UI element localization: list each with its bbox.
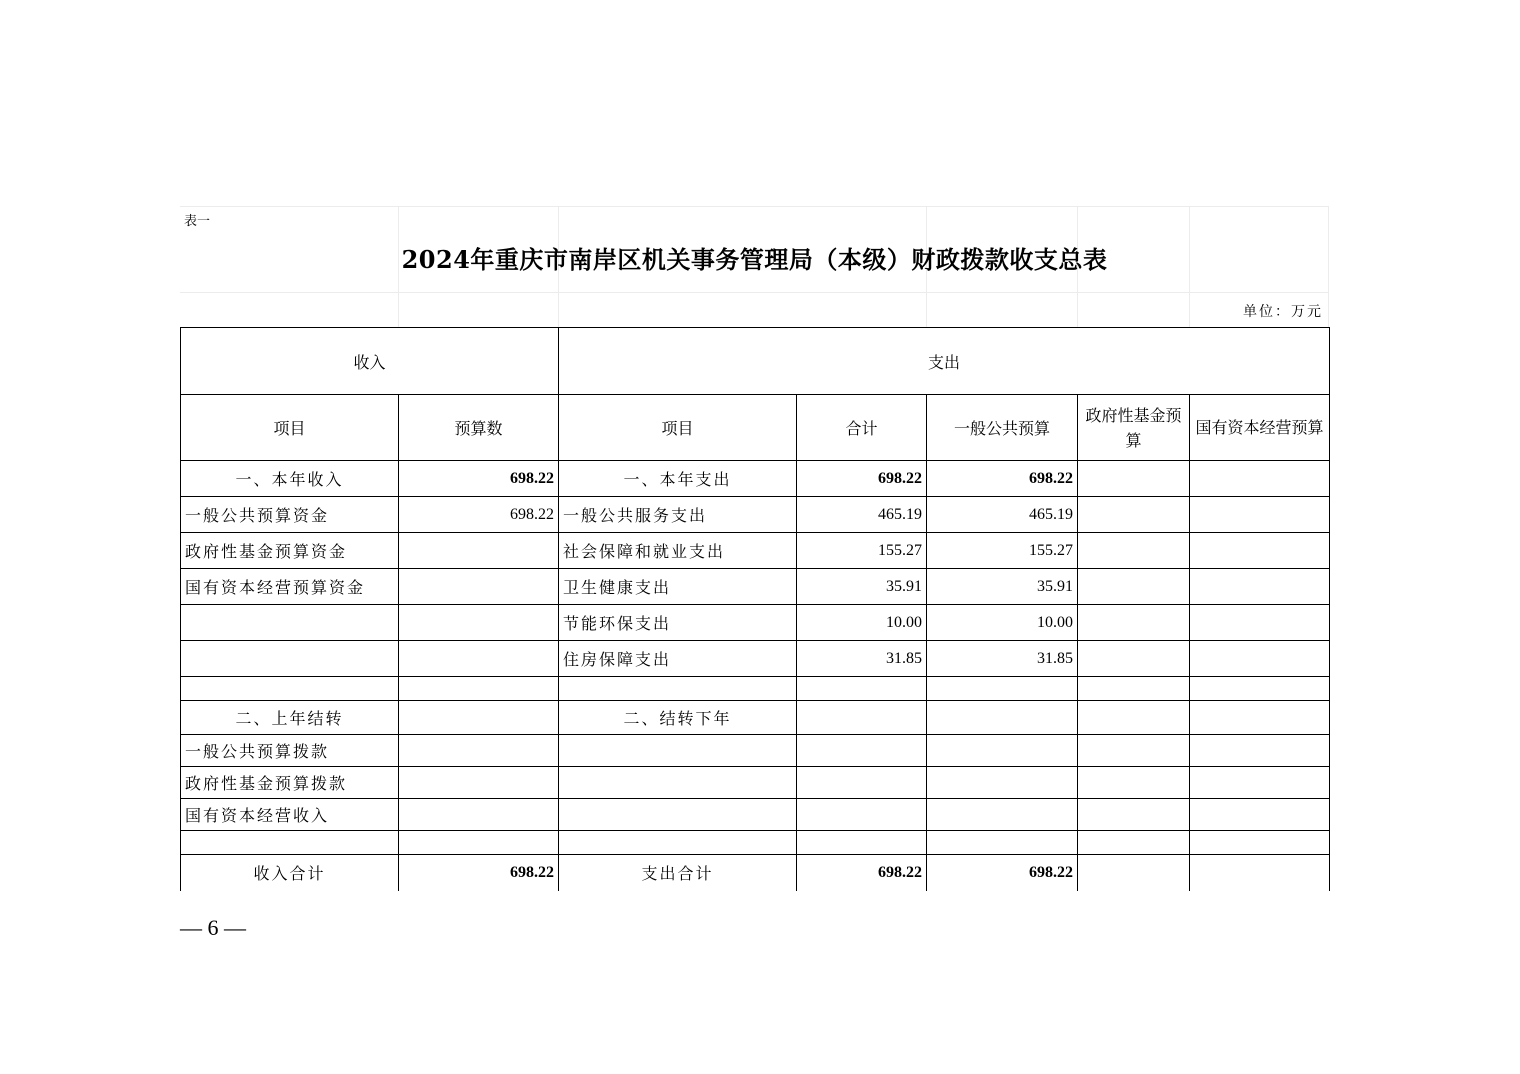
table-row xyxy=(181,641,1330,677)
income-value-cell xyxy=(399,569,559,605)
state-capital-cell xyxy=(1190,677,1330,701)
income-total-value: 698.22 xyxy=(399,855,559,891)
general-cell xyxy=(927,735,1078,767)
state-capital-cell xyxy=(1190,641,1330,677)
income-value-cell xyxy=(399,735,559,767)
income-item-cell xyxy=(181,831,399,855)
general-cell xyxy=(927,831,1078,855)
income-header: 收入 xyxy=(181,328,559,395)
income-value-cell xyxy=(399,533,559,569)
expense-header: 支出 xyxy=(559,328,1330,395)
total-cell xyxy=(797,767,927,799)
state-capital-cell xyxy=(1190,461,1330,497)
faint-gridline xyxy=(180,292,1329,293)
table-label: 表一 xyxy=(184,214,211,229)
income-item-cell xyxy=(181,605,399,641)
total-cell: 10.00 xyxy=(797,605,927,641)
general-cell: 698.22 xyxy=(927,855,1078,891)
gov-fund-cell xyxy=(1078,831,1190,855)
general-cell: 35.91 xyxy=(927,569,1078,605)
gov-fund-cell xyxy=(1078,735,1190,767)
income-value-cell xyxy=(399,677,559,701)
header-row-sub xyxy=(181,395,1330,461)
total-cell: 31.85 xyxy=(797,641,927,677)
budget-table xyxy=(180,327,1330,891)
state-capital-cell xyxy=(1190,497,1330,533)
gov-fund-cell xyxy=(1078,641,1190,677)
budget-sheet xyxy=(180,206,1329,891)
gov-fund-cell xyxy=(1078,497,1190,533)
total-cell: 35.91 xyxy=(797,569,927,605)
total-cell: 155.27 xyxy=(797,533,927,569)
income-item-cell: 政府性基金预算拨款 xyxy=(181,767,399,799)
income-value-cell xyxy=(399,831,559,855)
income-item-cell: 一般公共预算拨款 xyxy=(181,735,399,767)
gov-fund-cell xyxy=(1078,461,1190,497)
general-cell: 698.22 xyxy=(927,461,1078,497)
income-item-cell: 一般公共预算资金 xyxy=(181,497,399,533)
income-value-cell xyxy=(399,605,559,641)
page-number: — 6 — xyxy=(180,915,246,940)
income-item-cell: 国有资本经营收入 xyxy=(181,799,399,831)
expense-item-header: 项目 xyxy=(559,395,797,461)
total-cell xyxy=(797,677,927,701)
income-value-cell xyxy=(399,767,559,799)
income-budget-header: 预算数 xyxy=(399,395,559,461)
total-cell xyxy=(797,735,927,767)
gov-fund-cell xyxy=(1078,605,1190,641)
state-capital-cell xyxy=(1190,799,1330,831)
sheet-header-area xyxy=(180,206,1329,327)
gov-fund-cell xyxy=(1078,767,1190,799)
table-row xyxy=(181,533,1330,569)
expense-item-cell: 社会保障和就业支出 xyxy=(559,533,797,569)
total-cell xyxy=(797,831,927,855)
general-cell xyxy=(927,701,1078,735)
income-value-cell: 698.22 xyxy=(399,461,559,497)
income-item-cell: 二、上年结转 xyxy=(181,701,399,735)
table-row xyxy=(181,767,1330,799)
total-cell: 698.22 xyxy=(797,855,927,891)
total-cell xyxy=(797,799,927,831)
expense-item-cell xyxy=(559,767,797,799)
expense-item-cell: 一、本年支出 xyxy=(559,461,797,497)
faint-gridline xyxy=(180,206,1329,207)
state-capital-cell xyxy=(1190,569,1330,605)
state-capital-cell xyxy=(1190,605,1330,641)
general-cell: 155.27 xyxy=(927,533,1078,569)
income-item-cell xyxy=(181,677,399,701)
state-capital-cell xyxy=(1190,855,1330,891)
total-header: 合计 xyxy=(797,395,927,461)
total-cell xyxy=(797,701,927,735)
expense-item-cell: 住房保障支出 xyxy=(559,641,797,677)
general-public-header: 一般公共预算 xyxy=(927,395,1078,461)
income-item-cell: 政府性基金预算资金 xyxy=(181,533,399,569)
gov-fund-header: 政府性基金预算 xyxy=(1078,395,1190,461)
state-capital-cell xyxy=(1190,533,1330,569)
income-item-cell: 一、本年收入 xyxy=(181,461,399,497)
state-capital-cell xyxy=(1190,735,1330,767)
income-value-cell xyxy=(399,701,559,735)
gov-fund-cell xyxy=(1078,799,1190,831)
expense-item-cell: 一般公共服务支出 xyxy=(559,497,797,533)
income-item-cell: 国有资本经营预算资金 xyxy=(181,569,399,605)
gov-fund-cell xyxy=(1078,677,1190,701)
table-row xyxy=(181,831,1330,855)
state-capital-cell xyxy=(1190,701,1330,735)
state-capital-header: 国有资本经营预算 xyxy=(1190,395,1330,461)
general-cell xyxy=(927,677,1078,701)
income-value-cell: 698.22 xyxy=(399,497,559,533)
income-value-cell xyxy=(399,641,559,677)
income-item-header: 项目 xyxy=(181,395,399,461)
income-value-cell xyxy=(399,799,559,831)
table-row xyxy=(181,677,1330,701)
table-row xyxy=(181,799,1330,831)
state-capital-cell xyxy=(1190,831,1330,855)
gov-fund-cell xyxy=(1078,855,1190,891)
general-cell xyxy=(927,767,1078,799)
totals-row xyxy=(181,855,1330,891)
state-capital-cell xyxy=(1190,767,1330,799)
gov-fund-cell xyxy=(1078,569,1190,605)
unit-note: 单位：万元 xyxy=(1243,304,1323,320)
income-total-label: 收入合计 xyxy=(181,855,399,891)
expense-item-cell xyxy=(559,677,797,701)
expense-item-cell xyxy=(559,831,797,855)
income-item-cell xyxy=(181,641,399,677)
expense-item-cell: 卫生健康支出 xyxy=(559,569,797,605)
general-cell: 31.85 xyxy=(927,641,1078,677)
expense-item-cell xyxy=(559,735,797,767)
table-row xyxy=(181,735,1330,767)
total-cell: 698.22 xyxy=(797,461,927,497)
gov-fund-cell xyxy=(1078,701,1190,735)
general-cell: 10.00 xyxy=(927,605,1078,641)
table-row xyxy=(181,497,1330,533)
general-cell xyxy=(927,799,1078,831)
header-row-top xyxy=(181,328,1330,395)
total-cell: 465.19 xyxy=(797,497,927,533)
document-title: 2024年重庆市南岸区机关事务管理局（本级）财政拨款收支总表 xyxy=(401,245,1108,274)
expense-total-label: 支出合计 xyxy=(559,855,797,891)
expense-item-cell: 二、结转下年 xyxy=(559,701,797,735)
expense-item-cell: 节能环保支出 xyxy=(559,605,797,641)
table-row xyxy=(181,605,1330,641)
expense-item-cell xyxy=(559,799,797,831)
gov-fund-cell xyxy=(1078,533,1190,569)
table-row xyxy=(181,461,1330,497)
table-row xyxy=(181,701,1330,735)
table-row xyxy=(181,569,1330,605)
general-cell: 465.19 xyxy=(927,497,1078,533)
